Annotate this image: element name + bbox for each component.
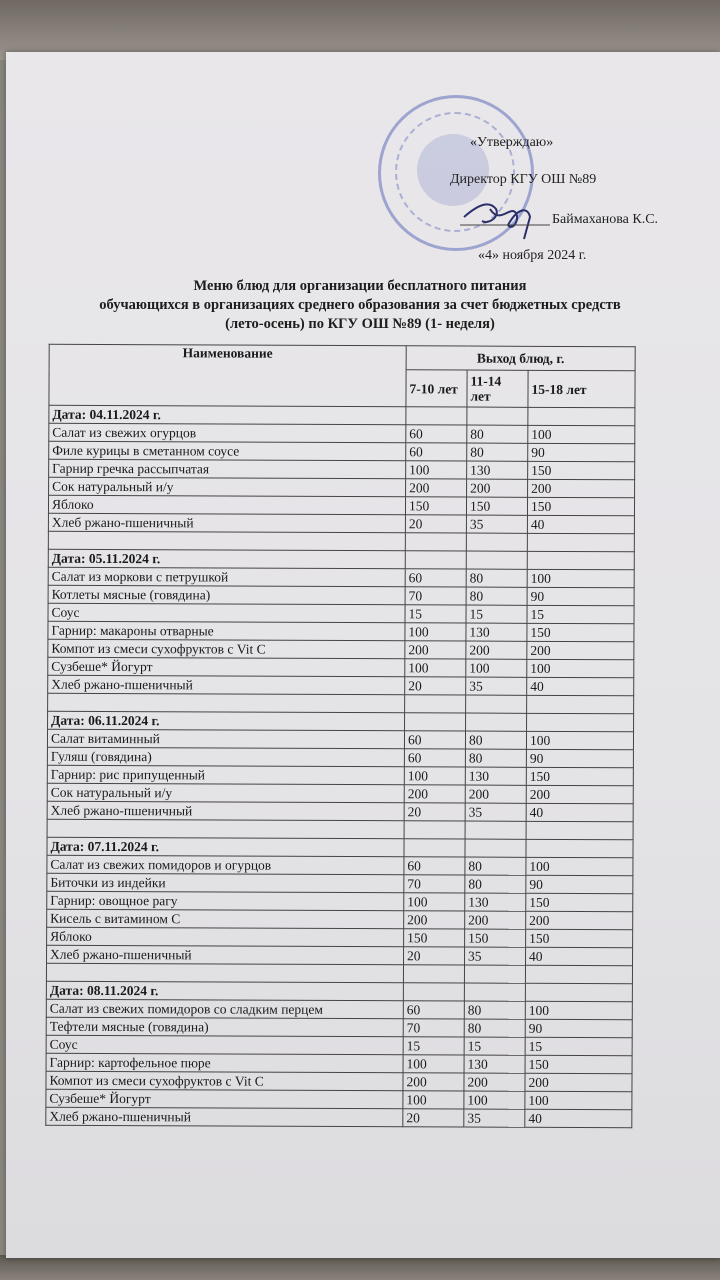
portion-a: 15 — [405, 605, 466, 623]
empty-cell — [528, 407, 635, 425]
portion-a: 200 — [406, 479, 467, 497]
empty-cell — [464, 983, 525, 1001]
portion-a: 100 — [406, 461, 467, 479]
portion-b: 200 — [465, 785, 526, 803]
empty-cell — [403, 983, 464, 1001]
date-cell: Дата: 06.11.2024 г. — [48, 711, 405, 731]
empty-cell — [525, 983, 632, 1001]
portion-b: 35 — [466, 515, 527, 533]
portion-a: 200 — [404, 911, 465, 929]
dish-name: Гарнир: картофельное пюре — [46, 1053, 403, 1073]
title-line-2: обучающихся в организациях среднего образования за счет бюджетных средств — [99, 297, 621, 313]
dish-name: Яблоко — [48, 495, 405, 515]
empty-cell — [466, 533, 527, 551]
dish-name: Компот из смеси сухофруктов с Vit C — [48, 639, 405, 659]
portion-b: 130 — [464, 1055, 525, 1073]
dish-name: Кисель с витамином С — [47, 909, 404, 929]
empty-cell — [527, 713, 634, 731]
portion-c: 200 — [526, 785, 633, 803]
portion-b: 80 — [464, 1019, 525, 1037]
portion-a: 100 — [403, 1055, 464, 1073]
column-header-name: Наименование — [49, 344, 406, 407]
portion-a: 20 — [404, 803, 465, 821]
portion-b: 80 — [465, 875, 526, 893]
portion-c: 150 — [527, 623, 634, 641]
dish-name: Гуляш (говядина) — [47, 747, 404, 767]
portion-a: 20 — [403, 1109, 464, 1127]
portion-a: 100 — [405, 659, 466, 677]
portion-c: 90 — [527, 587, 634, 605]
portion-a: 20 — [405, 515, 466, 533]
portion-b: 35 — [465, 947, 526, 965]
portion-b: 200 — [465, 911, 526, 929]
dish-name: Хлеб ржано-пшеничный — [48, 675, 405, 695]
portion-a: 60 — [404, 731, 465, 749]
dish-name: Салат из свежих помидоров со сладким перцем — [46, 999, 403, 1019]
portion-b: 200 — [464, 1073, 525, 1091]
empty-cell — [405, 695, 466, 713]
dish-name: Хлеб ржано-пшеничный — [47, 801, 404, 821]
portion-b: 130 — [467, 461, 528, 479]
age-group-header: 15-18 лет — [528, 370, 635, 407]
portion-a: 150 — [404, 929, 465, 947]
portion-b: 150 — [465, 929, 526, 947]
dish-name: Сок натуральный и/у — [47, 783, 404, 803]
table-row — [46, 1107, 632, 1128]
portion-c: 40 — [526, 803, 633, 821]
dish-name: Салат из свежих огурцов — [49, 423, 406, 443]
portion-a: 200 — [404, 785, 465, 803]
dish-name: Яблоко — [47, 927, 404, 947]
portion-a: 20 — [404, 947, 465, 965]
empty-cell — [526, 839, 633, 857]
dish-name: Гарнир: макароны отварные — [48, 621, 405, 641]
portion-a: 20 — [405, 677, 466, 695]
dish-name: Салат из свежих помидоров и огурцов — [47, 855, 404, 875]
dish-name: Сок натуральный и/у — [49, 477, 406, 497]
empty-cell — [465, 821, 526, 839]
portion-c: 150 — [526, 893, 633, 911]
portion-c: 200 — [525, 1073, 632, 1091]
column-header-output: Выход блюд, г. — [406, 346, 635, 371]
empty-cell — [403, 965, 464, 983]
portion-b: 100 — [466, 659, 527, 677]
portion-a: 100 — [404, 893, 465, 911]
desk-background-bottom — [0, 1255, 720, 1280]
dish-name: Соус — [48, 603, 405, 623]
portion-b: 35 — [466, 677, 527, 695]
dish-name: Компот из смеси сухофруктов с Vit C — [46, 1071, 403, 1091]
date-cell: Дата: 08.11.2024 г. — [46, 981, 403, 1001]
portion-a: 150 — [405, 497, 466, 515]
portion-a: 60 — [406, 443, 467, 461]
portion-c: 100 — [525, 1091, 632, 1109]
empty-cell — [465, 839, 526, 857]
empty-cell — [527, 695, 634, 713]
empty-cell — [404, 821, 465, 839]
portion-a: 100 — [405, 623, 466, 641]
portion-b: 130 — [465, 893, 526, 911]
portion-c: 15 — [527, 605, 634, 623]
empty-cell — [405, 551, 466, 569]
portion-c: 100 — [526, 857, 633, 875]
portion-a: 200 — [403, 1073, 464, 1091]
empty-cell — [525, 965, 632, 983]
empty-cell — [466, 713, 527, 731]
dish-name: Тефтели мясные (говядина) — [46, 1017, 403, 1037]
empty-cell — [48, 531, 405, 551]
portion-c: 40 — [527, 677, 634, 695]
empty-cell — [405, 713, 466, 731]
signature — [460, 195, 550, 245]
empty-cell — [527, 551, 634, 569]
menu-table — [45, 344, 635, 1129]
desk-background-top — [0, 0, 720, 60]
portion-c: 150 — [528, 461, 635, 479]
portion-c: 100 — [527, 569, 634, 587]
dish-name: Хлеб ржано-пшеничный — [47, 945, 404, 965]
portion-b: 35 — [464, 1109, 525, 1127]
dish-name: Сузбеше* Йогурт — [46, 1089, 403, 1109]
portion-c: 150 — [526, 929, 633, 947]
dish-name: Хлеб ржано-пшеничный — [46, 1107, 403, 1127]
portion-b: 80 — [465, 731, 526, 749]
portion-b: 15 — [464, 1037, 525, 1055]
portion-c: 90 — [525, 1019, 632, 1037]
portion-b: 15 — [466, 605, 527, 623]
empty-cell — [405, 533, 466, 551]
empty-cell — [404, 839, 465, 857]
portion-c: 200 — [528, 479, 635, 497]
portion-b: 80 — [465, 857, 526, 875]
portion-b: 80 — [464, 1001, 525, 1019]
portion-a: 200 — [405, 641, 466, 659]
dish-name: Соус — [46, 1035, 403, 1055]
portion-a: 60 — [404, 749, 465, 767]
portion-a: 100 — [404, 767, 465, 785]
dish-name: Филе курицы в сметанном соусе — [49, 441, 406, 461]
portion-c: 40 — [526, 947, 633, 965]
approval-date: «4» ноября 2024 г. — [478, 248, 587, 263]
portion-b: 200 — [466, 641, 527, 659]
dish-name: Сузбеше* Йогурт — [48, 657, 405, 677]
empty-cell — [464, 965, 525, 983]
dish-name: Биточки из индейки — [47, 873, 404, 893]
approve-label: «Утверждаю» — [470, 135, 554, 150]
portion-c: 150 — [525, 1055, 632, 1073]
dish-name: Котлеты мясные (говядина) — [48, 585, 405, 605]
portion-b: 80 — [467, 425, 528, 443]
portion-a: 70 — [403, 1019, 464, 1037]
portion-c: 150 — [526, 767, 633, 785]
portion-c: 100 — [525, 1001, 632, 1019]
portion-a: 70 — [405, 587, 466, 605]
director-name: Баймаханова К.С. — [552, 212, 659, 227]
empty-cell — [467, 407, 528, 425]
portion-a: 60 — [403, 1001, 464, 1019]
title-line-3: (лето-осень) по КГУ ОШ №89 (1- неделя) — [225, 316, 495, 332]
portion-c: 200 — [526, 911, 633, 929]
empty-cell — [466, 695, 527, 713]
portion-b: 200 — [467, 479, 528, 497]
portion-c: 90 — [528, 443, 635, 461]
portion-b: 80 — [466, 587, 527, 605]
age-group-header: 7-10 лет — [406, 370, 467, 407]
portion-a: 100 — [403, 1091, 464, 1109]
portion-b: 80 — [467, 443, 528, 461]
portion-c: 100 — [527, 659, 634, 677]
age-group-header: 11-14 лет — [467, 370, 528, 407]
portion-c: 200 — [527, 641, 634, 659]
date-cell: Дата: 07.11.2024 г. — [47, 837, 404, 857]
empty-cell — [47, 819, 404, 839]
dish-name: Салат из моркови с петрушкой — [48, 567, 405, 587]
portion-c: 100 — [528, 425, 635, 443]
portion-b: 150 — [466, 497, 527, 515]
director-label: Директор КГУ ОШ №89 — [450, 172, 597, 187]
portion-b: 130 — [465, 767, 526, 785]
empty-cell — [466, 551, 527, 569]
portion-c: 90 — [526, 875, 633, 893]
empty-cell — [48, 693, 405, 713]
title-line-1: Меню блюд для организации бесплатного питания — [193, 278, 527, 294]
date-cell: Дата: 04.11.2024 г. — [49, 405, 406, 425]
portion-b: 35 — [465, 803, 526, 821]
dish-name: Хлеб ржано-пшеничный — [48, 513, 405, 533]
portion-b: 130 — [466, 623, 527, 641]
portion-c: 40 — [525, 1109, 632, 1127]
empty-cell — [406, 407, 467, 425]
portion-a: 70 — [404, 875, 465, 893]
dish-name: Гарнир: овощное рагу — [47, 891, 404, 911]
dish-name: Гарнир: рис припущенный — [47, 765, 404, 785]
portion-b: 80 — [465, 749, 526, 767]
portion-a: 60 — [405, 569, 466, 587]
portion-c: 90 — [526, 749, 633, 767]
date-cell: Дата: 05.11.2024 г. — [48, 549, 405, 569]
portion-a: 15 — [403, 1037, 464, 1055]
portion-c: 100 — [526, 731, 633, 749]
portion-c: 40 — [527, 515, 634, 533]
portion-c: 150 — [527, 497, 634, 515]
portion-a: 60 — [404, 857, 465, 875]
empty-cell — [527, 533, 634, 551]
portion-a: 60 — [406, 425, 467, 443]
dish-name: Салат витаминный — [47, 729, 404, 749]
empty-cell — [526, 821, 633, 839]
empty-cell — [46, 963, 403, 983]
portion-b: 80 — [466, 569, 527, 587]
dish-name: Гарнир гречка рассыпчатая — [49, 459, 406, 479]
portion-c: 15 — [525, 1037, 632, 1055]
portion-b: 100 — [464, 1091, 525, 1109]
